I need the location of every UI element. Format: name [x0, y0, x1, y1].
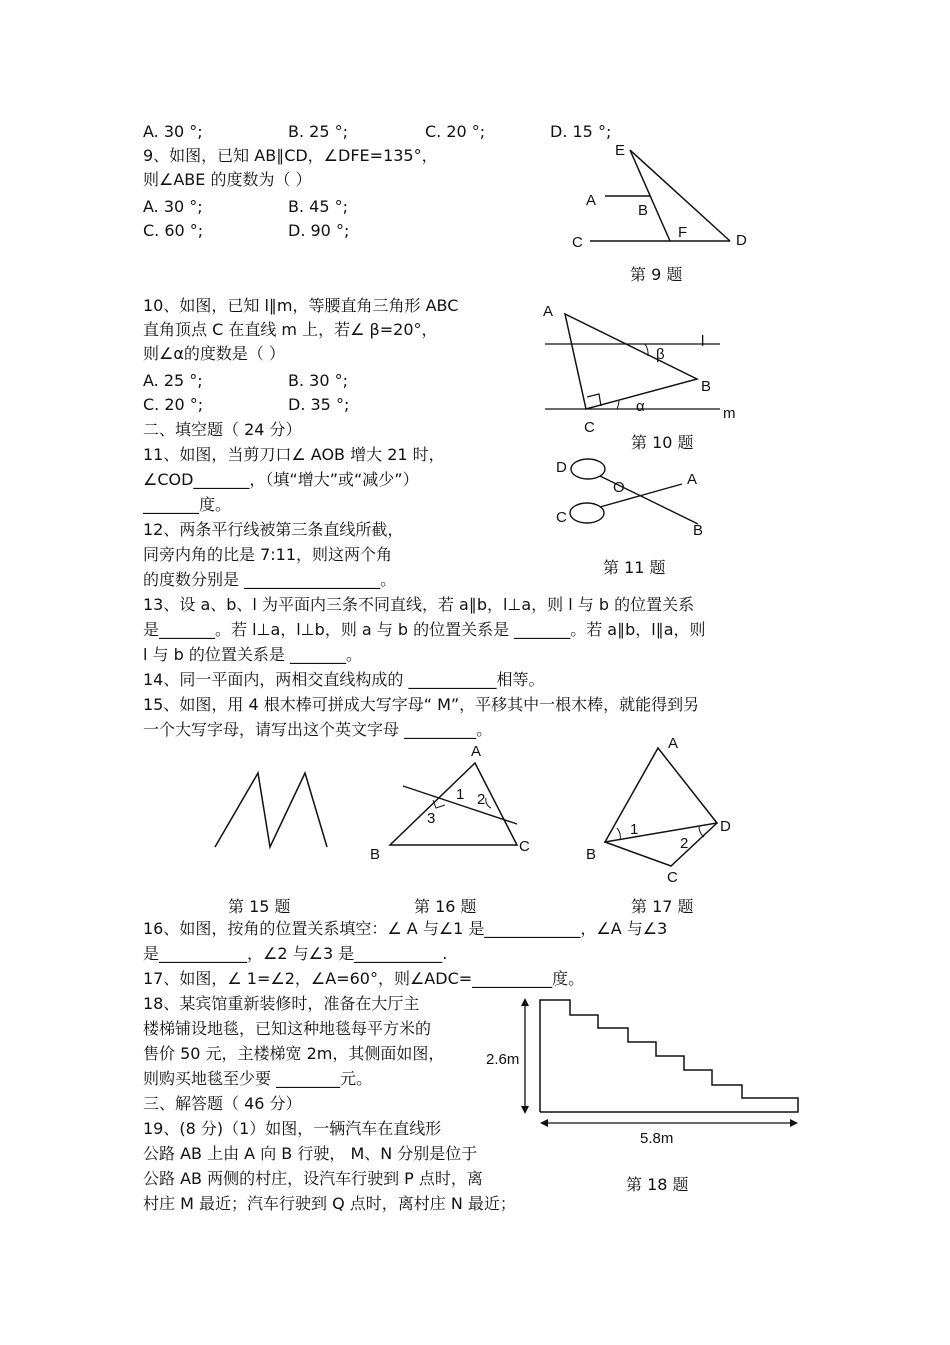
- label-d: D: [556, 459, 567, 476]
- q16-line2: 是___________，∠2 与∠3 是___________.: [143, 944, 448, 963]
- label-c: C: [556, 509, 567, 526]
- caption-fig15: 第 15 题: [228, 897, 291, 916]
- label-f: F: [678, 224, 688, 241]
- label-e: E: [615, 142, 626, 159]
- q15-line1: 15、如图，用 4 根木棒可拼成大写字母“ M”，平移其中一根木棒，就能得到另: [143, 695, 700, 714]
- triangle-abc: [390, 763, 517, 845]
- q12-line1: 12、两条平行线被第三条直线所截，: [143, 520, 404, 539]
- q18-line4: 则购买地毯至少要 ________元。: [143, 1069, 373, 1088]
- q9-option-c: C. 60 °;: [143, 221, 204, 240]
- triangle-abd: [605, 748, 717, 842]
- q18-line2: 楼梯铺设地毯，已知这种地毯每平方米的: [143, 1019, 432, 1038]
- q9-option-d: D. 90 °;: [288, 221, 350, 240]
- figure-10: [535, 298, 755, 438]
- q10-option-d: D. 35 °;: [288, 395, 350, 414]
- height-label: 2.6m: [486, 1051, 520, 1068]
- figure-16: [365, 738, 540, 868]
- q9-option-b: B. 45 °;: [288, 197, 348, 216]
- handle-c: [570, 503, 604, 523]
- q10-line3: 则∠α的度数是（ ）: [143, 344, 285, 363]
- section3-heading: 三、解答题（ 46 分）: [143, 1094, 302, 1113]
- label-a: A: [471, 743, 482, 760]
- q8-option-d: D. 15 °;: [550, 122, 612, 141]
- q9-line2: 则∠ABE 的度数为（ ）: [143, 170, 312, 189]
- q12-line2: 同旁内角的比是 7:11，则这两个角: [143, 545, 393, 564]
- q13-line1: 13、设 a、b、l 为平面内三条不同直线，若 a∥b，l⊥a，则 l 与 b 的位置关系: [143, 595, 695, 614]
- label-alpha: α: [636, 398, 645, 415]
- label-3: 3: [427, 810, 436, 827]
- q8-option-b: B. 25 °;: [288, 122, 348, 141]
- label-c: C: [667, 869, 678, 885]
- label-2: 2: [477, 791, 486, 808]
- angle-mark-1: [617, 828, 620, 840]
- q9-option-a: A. 30 °;: [143, 197, 203, 216]
- q11-line3: _______度。: [143, 495, 232, 514]
- label-b: B: [370, 846, 381, 863]
- label-2: 2: [680, 835, 689, 852]
- q12-line3: 的度数分别是 _________________。: [143, 570, 397, 589]
- q19-line2: 公路 AB 上由 A 向 B 行驶， M、N 分别是位于: [143, 1144, 478, 1163]
- q11-line1: 11、如图，当剪刀口∠ AOB 增大 21 时，: [143, 445, 445, 464]
- label-b: B: [701, 378, 712, 395]
- label-a: A: [586, 192, 597, 209]
- q8-option-c: C. 20 °;: [425, 122, 486, 141]
- label-1: 1: [456, 786, 465, 803]
- q17-line: 17、如图，∠ 1=∠2，∠A=60°，则∠ADC=__________度。: [143, 969, 585, 988]
- q10-line2: 直角顶点 C 在直线 m 上，若∠ β=20°，: [143, 320, 438, 339]
- label-a: A: [668, 735, 679, 752]
- caption-fig10: 第 10 题: [631, 433, 694, 452]
- q10-option-a: A. 25 °;: [143, 371, 203, 390]
- right-angle-mark: [587, 394, 601, 406]
- label-b: B: [693, 522, 704, 539]
- q9-line1: 9、如图，已知 AB∥CD，∠DFE=135°，: [143, 146, 438, 165]
- section2-heading: 二、填空题（ 24 分）: [143, 420, 302, 439]
- label-d: D: [736, 232, 747, 249]
- caption-fig17: 第 17 题: [631, 897, 694, 916]
- label-c: C: [584, 419, 595, 436]
- label-m: m: [723, 405, 736, 422]
- q13-line2: 是_______。若 l⊥a，l⊥b，则 a 与 b 的位置关系是 _______。若 a∥b，l∥a，则: [143, 620, 706, 639]
- caption-fig11: 第 11 题: [603, 558, 666, 577]
- width-arrow-left: [540, 1119, 548, 1127]
- label-o: O: [613, 479, 625, 496]
- q13-line3: l 与 b 的位置关系是 _______。: [143, 645, 362, 664]
- label-a: A: [687, 471, 698, 488]
- q19-line1: 19、(8 分)（1）如图，一辆汽车在直线形: [143, 1119, 442, 1138]
- q19-line3: 公路 AB 两侧的村庄，设汽车行驶到 P 点时，离: [143, 1169, 483, 1188]
- width-label: 5.8m: [640, 1130, 674, 1147]
- caption-fig18: 第 18 题: [626, 1175, 689, 1194]
- height-arrow-bottom: [521, 1106, 529, 1114]
- label-a: A: [543, 303, 554, 320]
- q15-line2: 一个大写字母，请写出这个英文字母 _________。: [143, 720, 493, 739]
- q18-line1: 18、某宾馆重新装修时，准备在大厅主: [143, 994, 420, 1013]
- figure-15: [205, 760, 340, 855]
- q14-line: 14、同一平面内，两相交直线构成的 ___________相等。: [143, 670, 545, 689]
- q10-line1: 10、如图，已知 l∥m，等腰直角三角形 ABC: [143, 296, 459, 315]
- triangle-abc: [565, 314, 697, 409]
- angle-mark-2: [486, 798, 491, 808]
- q11-line2: ∠COD_______，（填“增大”或“减少”）: [143, 470, 419, 489]
- caption-fig9: 第 9 题: [630, 265, 683, 284]
- alpha-arc: [617, 401, 619, 409]
- label-b: B: [638, 202, 649, 219]
- figure-18: [480, 990, 810, 1150]
- m-shape: [215, 773, 327, 847]
- q16-line1: 16、如图，按角的位置关系填空：∠ A 与∠1 是____________，∠A 与∠3: [143, 919, 668, 938]
- figure-17: [580, 730, 760, 885]
- label-c: C: [519, 838, 530, 855]
- label-b: B: [586, 846, 597, 863]
- label-d: D: [720, 818, 731, 835]
- q8-option-a: A. 30 °;: [143, 122, 203, 141]
- q10-option-b: B. 30 °;: [288, 371, 348, 390]
- handle-d: [571, 459, 605, 479]
- label-l: l: [701, 333, 705, 350]
- label-beta: β: [656, 346, 665, 363]
- height-arrow-top: [521, 998, 529, 1006]
- label-1: 1: [630, 821, 639, 838]
- staircase: [540, 1000, 798, 1112]
- width-arrow-right: [790, 1119, 798, 1127]
- figure-11: [548, 452, 718, 552]
- label-c: C: [572, 234, 583, 251]
- triangle-bcd: [605, 823, 717, 866]
- figure-9: [560, 130, 760, 260]
- q19-line4: 村庄 M 最近；汽车行驶到 Q 点时，离村庄 N 最近；: [143, 1194, 516, 1213]
- q10-option-c: C. 20 °;: [143, 395, 204, 414]
- caption-fig16: 第 16 题: [414, 897, 477, 916]
- q18-line3: 售价 50 元，主楼梯宽 2m，其侧面如图，: [143, 1044, 445, 1063]
